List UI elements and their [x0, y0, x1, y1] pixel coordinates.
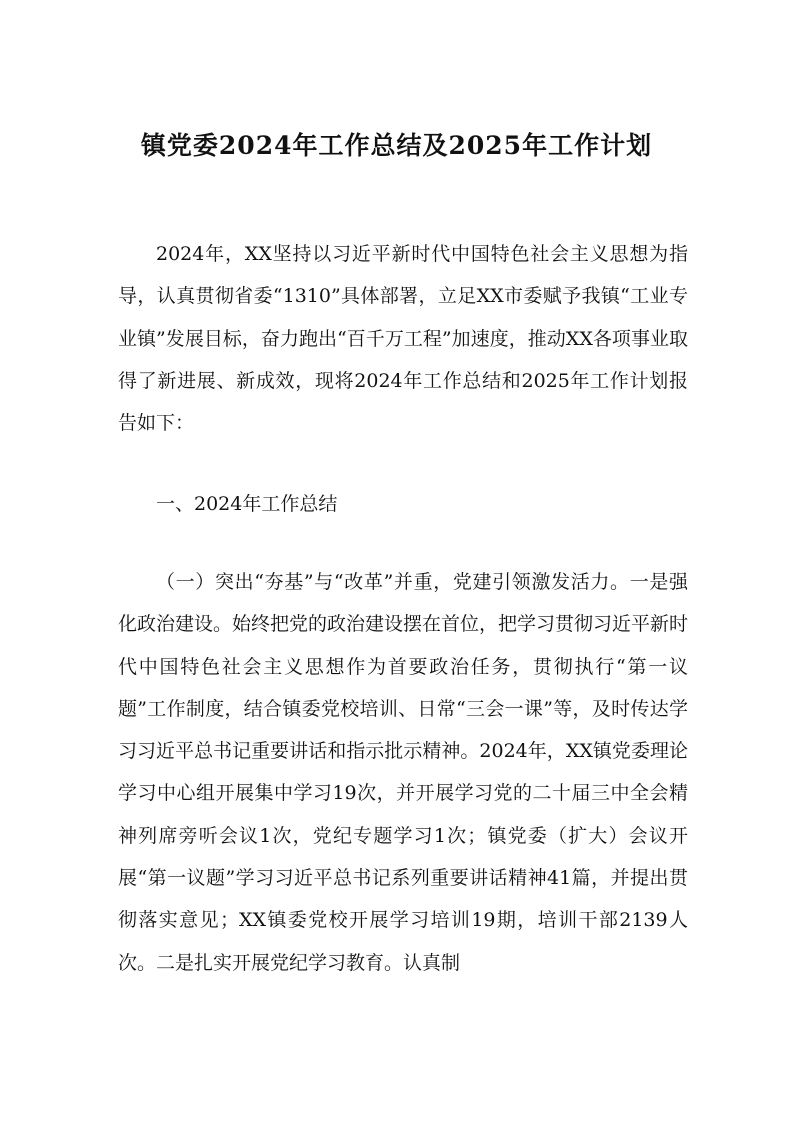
section-body-paragraph: （一）突出“夯基”与“改革”并重，党建引领激发活力。一是强化政治建设。始终把党的政治建设摆在首位，把学习贯彻习近平新时代中国特色社会主义思想作为首要政治任务，贯彻执行“第一议题”工作制度，结合镇委党校培训、日常“三会一课”等，及时传达学习习近平总书记重要讲话和指示批示精神。2024年，XX镇党委理论学习中心组开展集中学习19次，并开展学习党的二十届三中全会精神列席旁听会议1次，党纪专题学习1次；镇党委（扩大）会议开展“第一议题”学习习近平总书记系列重要讲话精神41篇，并提出贯彻落实意见；XX镇委党校开展学习培训19期，培训干部2139人次。二是扎实开展党纪学习教育。认真制 [118, 571, 689, 974]
intro-paragraph: 2024年，XX坚持以习近平新时代中国特色社会主义思想为指导，认真贯彻省委“1310”具体部署，立足XX市委赋予我镇“工业专业镇”发展目标，奋力跑出“百千万工程”加速度，推动XX各项事业取得了新进展、新成效，现将2024年工作总结和2025年工作计划报告如下： [118, 243, 688, 435]
document-title: 镇党委2024年工作总结及2025年工作计划 [140, 131, 653, 160]
section-heading: 一、2024年工作总结 [156, 493, 338, 515]
